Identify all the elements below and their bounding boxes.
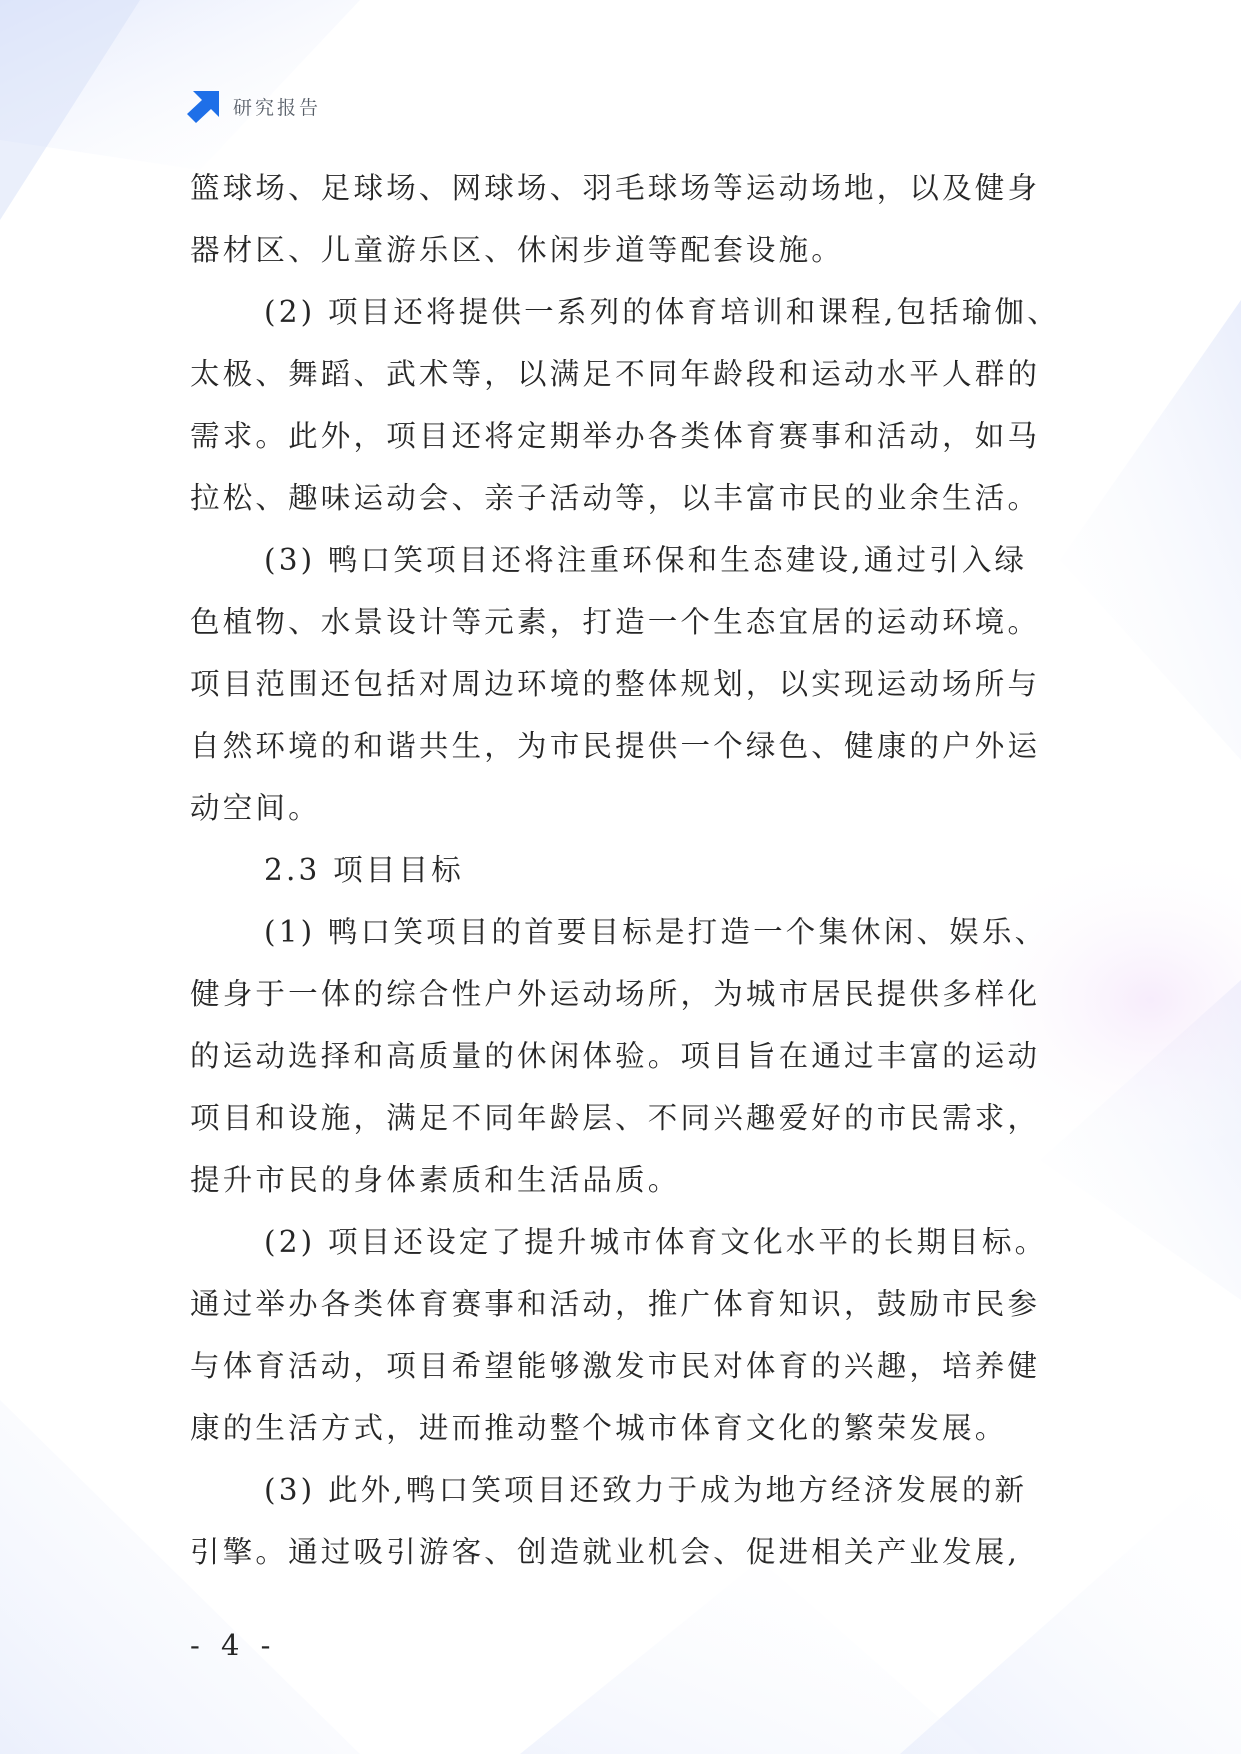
paragraph [190,901,1070,1211]
text-line: (3) 此外,鸭口笑项目还致力于成为地方经济发展的新 [264,1473,1028,1507]
text-line: 需求。此外，项目还将定期举办各类体育赛事和活动，如马 [190,419,1041,453]
paragraph [190,529,1070,839]
paragraph [190,1211,1070,1459]
paragraph [190,157,1070,281]
arrow-up-right-icon [187,89,221,123]
paragraph [190,281,1070,529]
text-line: 太极、舞蹈、武术等，以满足不同年龄段和运动水平人群的 [190,357,1041,391]
text-line: 健身于一体的综合性户外运动场所，为城市居民提供多样化 [190,977,1041,1011]
header-title: 研究报告 [233,96,322,119]
text-line: 提升市民的身体素质和生活品质。 [190,1163,681,1197]
text-line: 的运动选择和高质量的休闲体验。项目旨在通过丰富的运动 [190,1039,1041,1073]
report-header [187,88,321,124]
page-number: - 4 - [190,1628,277,1662]
text-line: 器材区、儿童游乐区、休闲步道等配套设施。 [190,233,845,267]
text-line: 自然环境的和谐共生，为市民提供一个绿色、健康的户外运 [190,729,1041,763]
document-body [190,157,1070,1583]
text-line: (2) 项目还将提供一系列的体育培训和课程,包括瑜伽、 [264,295,1060,329]
text-line: 篮球场、足球场、网球场、羽毛球场等运动场地，以及健身 [190,171,1041,205]
text-line: 与体育活动，项目希望能够激发市民对体育的兴趣，培养健 [190,1349,1041,1383]
text-line: (2) 项目还设定了提升城市体育文化水平的长期目标。 [264,1225,1048,1259]
paragraph [190,1459,1070,1583]
text-line: (3) 鸭口笑项目还将注重环保和生态建设,通过引入绿 [264,543,1028,577]
text-line: 色植物、水景设计等元素，打造一个生态宜居的运动环境。 [190,605,1041,639]
text-line: (1) 鸭口笑项目的首要目标是打造一个集休闲、娱乐、 [264,915,1048,949]
text-line: 拉松、趣味运动会、亲子活动等，以丰富市民的业余生活。 [190,481,1041,515]
text-line: 康的生活方式，进而推动整个城市体育文化的繁荣发展。 [190,1411,1008,1445]
text-line: 项目和设施，满足不同年龄层、不同兴趣爱好的市民需求， [190,1101,1041,1135]
text-line: 项目范围还包括对周边环境的整体规划，以实现运动场所与 [190,667,1041,701]
text-line: 通过举办各类体育赛事和活动，推广体育知识，鼓励市民参 [190,1287,1041,1321]
section-heading: 2.3 项目目标 [264,853,464,887]
text-line: 动空间。 [190,791,321,825]
text-line: 引擎。通过吸引游客、创造就业机会、促进相关产业发展, [190,1535,1021,1569]
